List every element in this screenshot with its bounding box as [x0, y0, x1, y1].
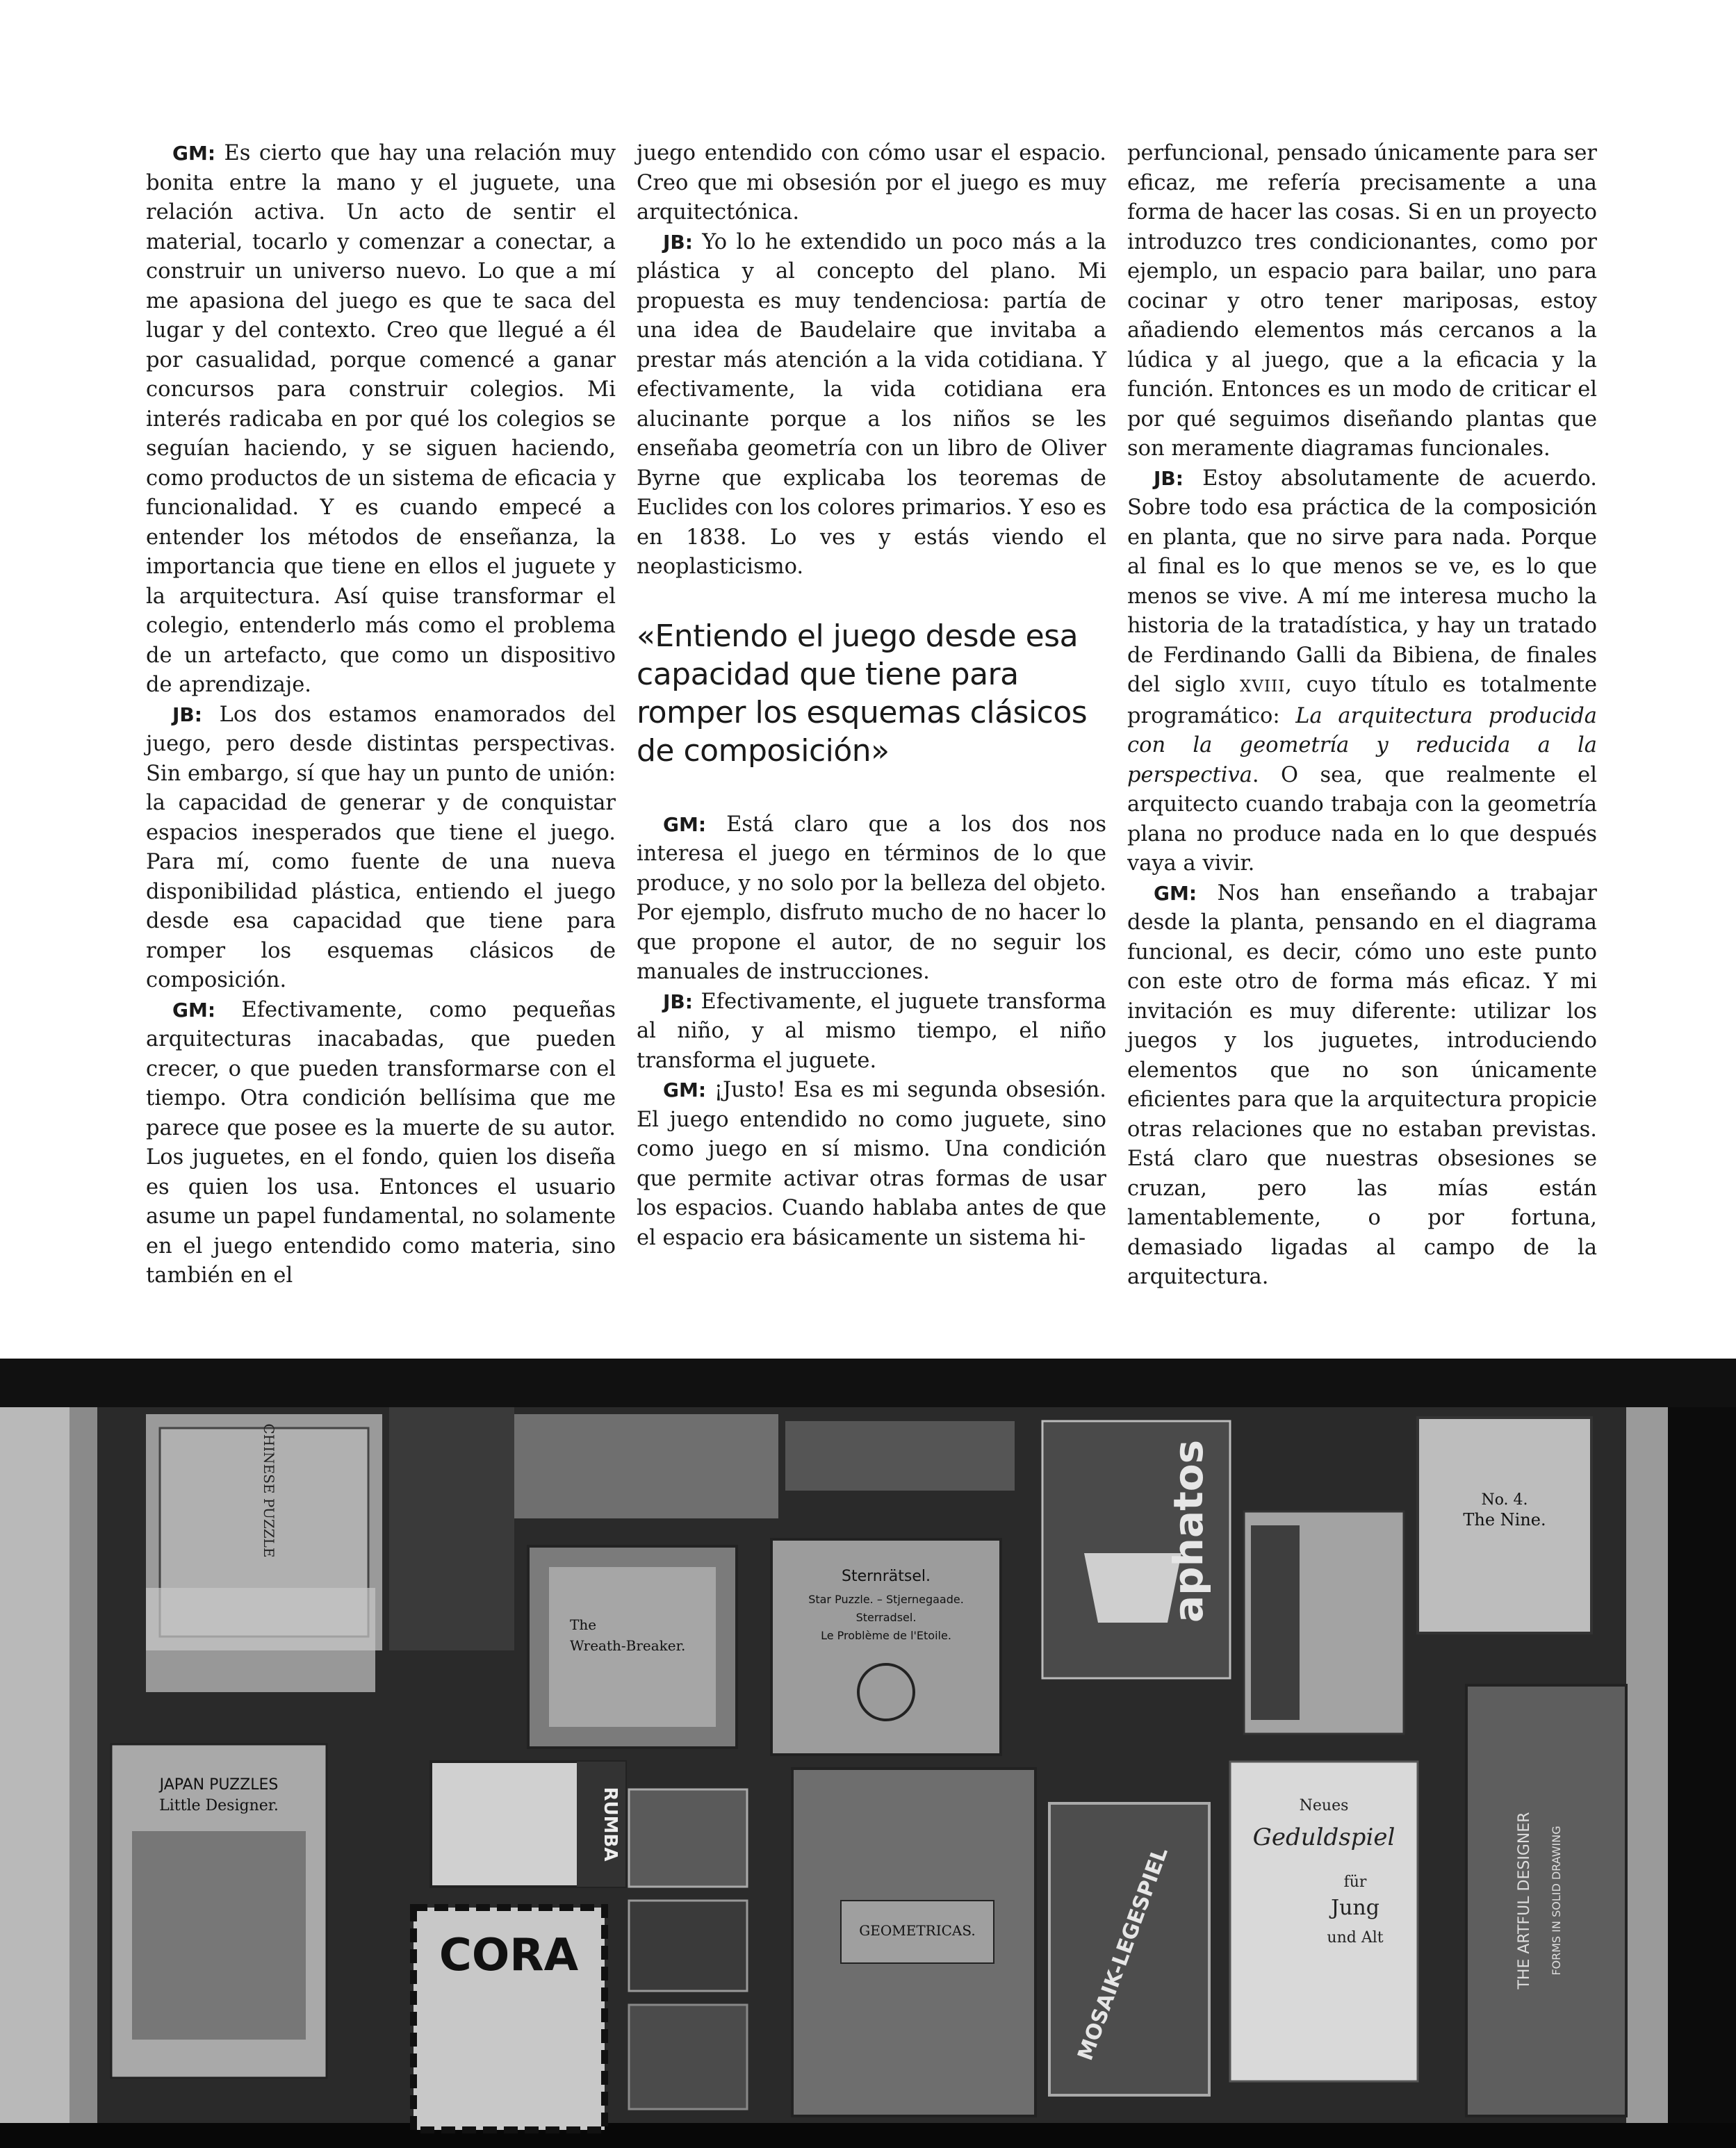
text-column-2 — [637, 139, 1106, 1253]
paragraph — [1127, 879, 1597, 1293]
label-chinese-puzzle: CHINESE PUZZLE — [261, 1423, 277, 1558]
box-the-nine — [1418, 1418, 1591, 1633]
label-geduld-5: und Alt — [1327, 1929, 1384, 1946]
label-rumba: RUMBA — [600, 1787, 621, 1862]
box-mosaik — [1049, 1803, 1209, 2095]
paragraph — [1127, 139, 1597, 464]
speaker-label: GM: — [663, 812, 707, 836]
label-artful: THE ARTFUL DESIGNER — [1516, 1812, 1533, 1990]
text-column-3 — [1127, 139, 1597, 1293]
paragraph-text: . O sea, que realmente el arquitecto cuando trabaja con la geometría plana no produce nada en lo que después vaya a vivir. — [1127, 762, 1597, 876]
box-japan-puzzles — [111, 1744, 327, 2078]
photo-drawer-of-puzzle-boxes — [0, 1359, 1736, 2148]
speaker-label: JB: — [663, 230, 693, 254]
paragraph-text: perfuncional, pensado únicamente para ser eficaz, me refería precisamente a una forma de hacer las cosas. Si en un proyecto introduzco tres condicionantes, como por ejemplo, un espacio para bailar, uno para cocinar y otro tener mariposas, estoy añadiendo elementos más cercanos a la lúdica y al juego, que a la eficacia y la función. Entonces es un modo de criticar el por qué seguimos diseñando plantas que son meramente diagramas funcionales. — [1127, 141, 1597, 461]
paragraph — [146, 996, 616, 1291]
label-aphatos: aphatos — [1165, 1439, 1212, 1623]
century-numeral: XVIII — [1240, 678, 1286, 696]
label-nine-2: The Nine. — [1463, 1510, 1546, 1530]
paragraph-text: Los dos estamos enamorados del juego, pero desde distintas perspectivas. Sin embargo, sí que hay un punto de unión: la capacidad de generar y de conquistar espacios inesperados que tiene el juego. Para mí, como fuente de una nueva disponibilidad plástica, entiendo el juego desde esa capacidad que tiene para romper los esquemas clásicos de composición. — [146, 702, 616, 992]
book-geometricas — [792, 1769, 1035, 2116]
speaker-label: JB: — [1154, 466, 1184, 490]
speaker-label: GM: — [663, 1079, 707, 1101]
paragraph — [637, 987, 1106, 1076]
paragraph — [146, 700, 616, 996]
box-wreath-breaker — [528, 1546, 737, 1748]
paragraph — [1127, 464, 1597, 879]
label-japan-2: Little Designer. — [159, 1797, 279, 1814]
label-mosaik: MOSAIK-LEGESPIEL — [1073, 1844, 1173, 2064]
speaker-label: GM: — [172, 998, 216, 1022]
box-geduldspiel — [1230, 1762, 1418, 2081]
label-japan-1: JAPAN PUZZLES — [159, 1776, 279, 1794]
label-geduld-3: für — [1343, 1874, 1367, 1891]
speaker-label: JB: — [663, 990, 693, 1013]
label-geduld-4: Jung — [1331, 1896, 1379, 1920]
text-column-1 — [146, 139, 616, 1291]
paragraph — [146, 139, 616, 700]
label-stern-4: Le Problème de l'Etoile. — [821, 1629, 951, 1642]
label-geduld-1: Neues — [1299, 1797, 1349, 1814]
paragraph-text: juego entendido con cómo usar el espacio. Creo que mi obsesión por el juego es muy arquitectónica. — [637, 141, 1106, 224]
box-cora — [413, 1908, 605, 2130]
paragraph-text: Nos han enseñando a trabajar desde la planta, pensando en el diagrama funcional, es decir, cómo uno este punto con este otro de forma más eficaz. Y mi invitación es muy diferente: utilizar los juegos y los juguetes, introduciendo elementos que no son únicamente eficientes para que la arquitectura propicie otras relaciones que no estaban previstas. Está claro que nuestras obsesiones se cruzan, pero las mías están lamentablemente, o por fortuna, demasiado ligadas al campo de la arquitectura. — [1127, 880, 1597, 1289]
paragraph-text: Está claro que a los dos nos interesa el juego en términos de lo que produce, y no solo por la belleza del objeto. Por ejemplo, disfruto mucho de no hacer lo que propone el autor, de no seguir los manuales de instrucciones. — [637, 812, 1106, 984]
pull-quote: «Entiendo el juego desde esa capacidad que tiene para romper los esquemas clásicos de composición» — [637, 618, 1088, 769]
paragraph-text: Efectivamente, como pequeñas arquitecturas inacabadas, que pueden crecer, o que pueden transformarse con el tiempo. Otra condición bellísima que me parece que posee es la muerte de su autor. Los juguetes, en el fondo, quien los diseña es quien los usa. Entonces el usuario asume un papel fundamental, no solamente en el juego entendido como materia, sino también en el — [146, 997, 616, 1288]
speaker-label: JB: — [172, 703, 202, 726]
label-stern-1: Sternrätsel. — [842, 1568, 931, 1585]
paragraph — [637, 810, 1106, 987]
label-nine-1: No. 4. — [1481, 1491, 1528, 1509]
label-stern-2: Star Puzzle. – Stjernegaade. — [808, 1593, 964, 1606]
paragraph-text: Yo lo he extendido un poco más a la plástica y al concepto del plano. Mi propuesta es muy tendenciosa: partía de una idea de Baudelaire que invitaba a prestar más atención a la vida cotidiana. Y efectivamente, la vida cotidiana era alucinante porque a los niños se les enseñaba geometría con un libro de Oliver Byrne que explicaba los teoremas de Euclides con los colores primarios. Y eso es en 1838. Lo ves y estás viendo el neoplasticismo. — [637, 229, 1106, 579]
box-rumba — [431, 1762, 625, 1887]
paragraph — [637, 228, 1106, 582]
speaker-label: GM: — [1154, 881, 1197, 905]
label-geometricas: GEOMETRICAS. — [859, 1922, 976, 1939]
paragraph — [637, 139, 1106, 228]
label-cora: CORA — [439, 1930, 579, 1981]
label-wreath-1: The — [570, 1616, 597, 1633]
book-title: La arquitectura producida con la geometría y reducida a la perspectiva — [1127, 703, 1597, 787]
paragraph-text: Efectivamente, el juguete transforma al niño, y al mismo tiempo, el niño transforma el juguete. — [637, 989, 1106, 1073]
paragraph-text: ¡Justo! Esa es mi segunda obsesión. El juego entendido no como juguete, sino como juego en sí mismo. Una condición que permite activar otras formas de usar los espacios. Cuando hablaba antes de que el espacio era básicamente un sistema hi- — [637, 1078, 1106, 1250]
label-wreath-2: Wreath-Breaker. — [570, 1637, 686, 1654]
paragraph-text: Es cierto que hay una relación muy bonita entre la mano y el juguete, una relación activa. Un acto de sentir el material, tocarlo y comenzar a conectar, a construir un universo nuevo. Lo que a mí me apasiona del juego es que te saca del lugar y del contexto. Creo que llegué a él por casualidad, porque comencé a ganar concursos para construir colegios. Mi interés radicaba en por qué los colegios se seguían haciendo, y se siguen haciendo, como productos de un sistema de eficacia y funcionalidad. Y es cuando empecé a entender los métodos de enseñanza, la importancia que tiene en ellos el juguete y la arquitectura. Así quise transformar el colegio, entenderlo más como el problema de un artefacto, que como un dispositivo de aprendizaje. — [146, 141, 616, 697]
label-geduld-2: Geduldspiel — [1252, 1823, 1395, 1851]
speaker-label: GM: — [172, 142, 216, 165]
box-chinese-puzzle — [146, 1414, 382, 1692]
paragraph-text: , cuyo título es totalmente programático: — [1127, 673, 1597, 728]
label-stern-3: Sterradsel. — [855, 1611, 917, 1624]
paragraph — [637, 1076, 1106, 1253]
box-sternratsel — [771, 1539, 1001, 1755]
paragraph-text: Estoy absolutamente de acuerdo. Sobre todo esa práctica de la composición en planta, que no sirve para nada. Porque al final es lo que menos se ve, es lo que menos se vive. A mí me interesa mucho la historia de la tratadística, y hay un tratado de Ferdinando Galli da Bibiena, de finales del siglo — [1127, 466, 1597, 697]
label-artful-2: FORMS IN SOLID DRAWING — [1550, 1826, 1563, 1976]
box-artful-designer — [1466, 1685, 1626, 2116]
